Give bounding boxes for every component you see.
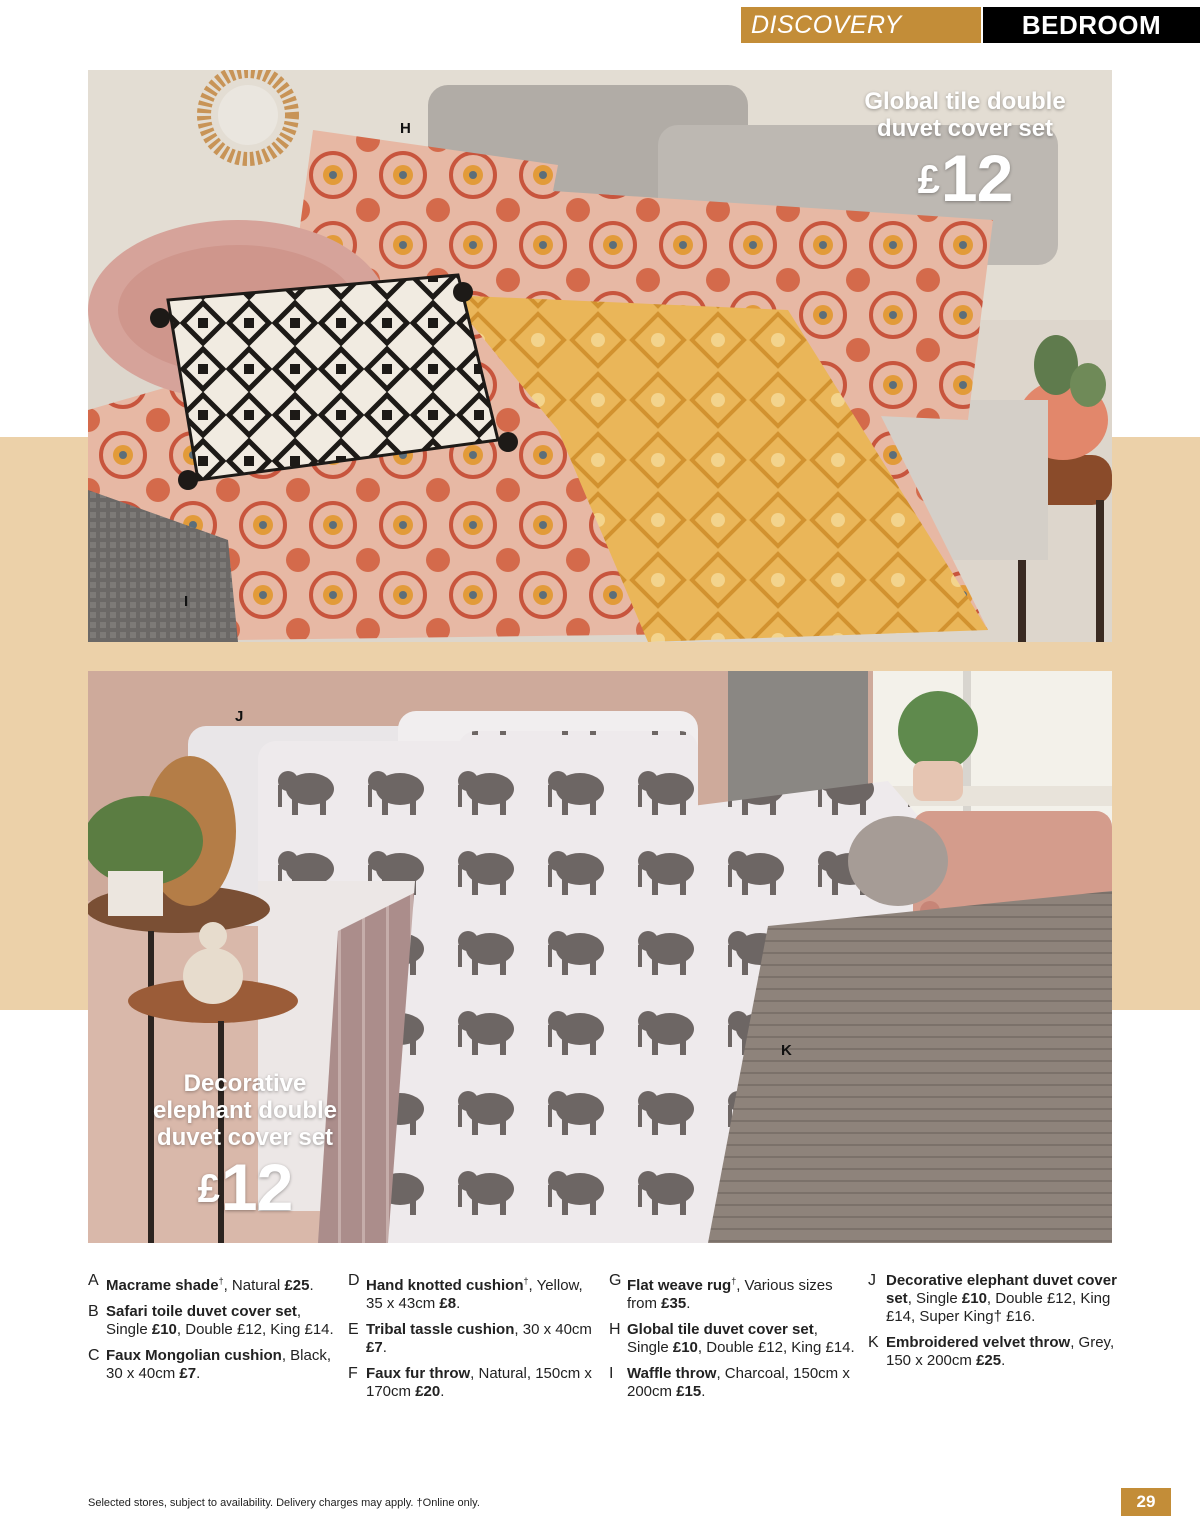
photo-label-h: H xyxy=(400,120,411,137)
item-name: Faux fur throw xyxy=(366,1365,471,1382)
item-details: , Grey, 150 x 200cm xyxy=(886,1334,1115,1369)
item-code: F xyxy=(348,1365,358,1382)
item-end: . xyxy=(1001,1352,1006,1369)
list-item xyxy=(348,1321,598,1357)
item-details: , Natural xyxy=(223,1277,285,1294)
promo-price-value: 12 xyxy=(940,141,1013,215)
list-item xyxy=(88,1303,338,1339)
item-name: Flat weave rug xyxy=(627,1277,732,1294)
item-code: H xyxy=(609,1321,621,1338)
item-name: Embroidered velvet throw xyxy=(886,1334,1071,1351)
section-tag: DISCOVERY xyxy=(741,7,981,43)
item-end: . xyxy=(456,1295,461,1312)
list-item xyxy=(868,1272,1118,1326)
item-price: £8 xyxy=(439,1295,457,1312)
item-price: £7 xyxy=(366,1339,383,1356)
list-item xyxy=(609,1365,859,1401)
item-price: £7 xyxy=(179,1365,197,1382)
item-end: . xyxy=(701,1383,706,1400)
item-details: , Charcoal, 150cm x 200cm xyxy=(627,1365,850,1400)
item-price: £10 xyxy=(151,1321,177,1338)
item-code: K xyxy=(868,1334,879,1351)
item-name: Tribal tassle cushion xyxy=(366,1321,515,1338)
photo-label-i: I xyxy=(184,593,189,610)
promo-currency: £ xyxy=(197,1167,219,1211)
item-column-1 xyxy=(88,1272,338,1391)
item-price: £35 xyxy=(661,1295,687,1312)
page-number: 29 xyxy=(1121,1488,1171,1516)
item-details: , Black, 30 x 40cm xyxy=(106,1347,332,1382)
footnote: Selected stores, subject to availability. Delivery charges may apply. †Online only. xyxy=(88,1497,480,1509)
item-code: A xyxy=(88,1272,99,1289)
item-code: E xyxy=(348,1321,359,1338)
item-details: , Yellow, 35 x 43cm xyxy=(366,1277,583,1312)
list-item xyxy=(88,1347,338,1383)
category-tag: BEDROOM xyxy=(983,7,1200,43)
promo-price xyxy=(820,142,1110,216)
list-item xyxy=(868,1334,1118,1370)
item-column-4 xyxy=(868,1272,1118,1378)
item-details: , Single xyxy=(106,1303,302,1338)
item-column-3 xyxy=(609,1272,859,1409)
promo-name-line: Global tile double xyxy=(864,88,1066,115)
photo-label-j: J xyxy=(235,708,244,725)
item-name: Decorative elephant duvet cover set xyxy=(886,1272,1117,1307)
item-column-2 xyxy=(348,1272,598,1409)
item-name: Faux Mongolian cushion xyxy=(106,1347,282,1364)
item-details: , Various sizes from xyxy=(627,1277,833,1312)
item-details: , Single xyxy=(627,1321,818,1356)
item-name: Global tile duvet cover set xyxy=(627,1321,814,1338)
item-price: £10 xyxy=(672,1339,698,1356)
promo-name-line: duvet cover set xyxy=(156,1124,334,1151)
item-code: B xyxy=(88,1303,99,1320)
list-item xyxy=(88,1272,338,1295)
photo-label-k: K xyxy=(781,1042,792,1059)
item-name: Hand knotted cushion xyxy=(366,1277,524,1294)
list-item xyxy=(348,1272,598,1313)
promo-name-line: elephant double xyxy=(152,1097,337,1124)
item-details: , Single xyxy=(907,1290,962,1307)
item-mark: † xyxy=(523,1276,529,1286)
item-name: Macrame shade xyxy=(106,1277,219,1294)
item-code: J xyxy=(868,1272,876,1289)
item-code: D xyxy=(348,1272,360,1289)
promo-price-value: 12 xyxy=(220,1150,293,1224)
item-details: , 30 x 40cm xyxy=(514,1321,592,1338)
item-name: Waffle throw xyxy=(627,1365,717,1382)
item-code: C xyxy=(88,1347,100,1364)
item-code: I xyxy=(609,1365,614,1382)
item-end: . xyxy=(686,1295,691,1312)
item-mark: † xyxy=(218,1276,224,1286)
item-mark: † xyxy=(731,1276,737,1286)
item-details: , Natural, 150cm x 170cm xyxy=(366,1365,592,1400)
list-item xyxy=(609,1272,859,1313)
promo-elephant xyxy=(120,1070,370,1225)
item-code: G xyxy=(609,1272,622,1289)
item-price: £25 xyxy=(976,1352,1002,1369)
promo-global-tile xyxy=(820,88,1110,216)
promo-price xyxy=(120,1151,370,1225)
item-price: £15 xyxy=(676,1383,702,1400)
item-end: , Double £12, King £14. xyxy=(697,1339,855,1356)
item-price: £25 xyxy=(284,1277,310,1294)
promo-currency: £ xyxy=(917,158,939,202)
item-name: Safari toile duvet cover set xyxy=(106,1303,297,1320)
item-end: . xyxy=(382,1339,387,1356)
item-end: , Double £12, King £14. xyxy=(176,1321,334,1338)
item-end: . xyxy=(440,1383,445,1400)
list-item xyxy=(609,1321,859,1357)
item-price: £20 xyxy=(415,1383,441,1400)
item-end: , Double £12, King £14, Super King† £16. xyxy=(886,1290,1111,1325)
list-item xyxy=(348,1365,598,1401)
item-end: . xyxy=(309,1277,314,1294)
promo-name-line: duvet cover set xyxy=(876,115,1054,142)
promo-name-line: Decorative xyxy=(183,1070,307,1097)
item-end: . xyxy=(196,1365,201,1382)
item-price: £10 xyxy=(961,1290,987,1307)
